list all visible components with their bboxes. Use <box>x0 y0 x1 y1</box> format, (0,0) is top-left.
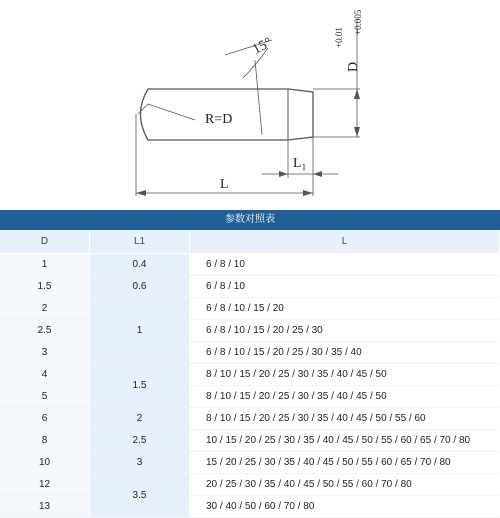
cell-l: 8 / 10 / 15 / 20 / 25 / 30 / 35 / 40 / 45 / 50 / 55 / 60 <box>190 408 500 430</box>
cell-d: 3 <box>0 342 90 364</box>
cell-l1: 2.5 <box>90 430 190 452</box>
diameter-arrow-top <box>354 89 360 99</box>
l1-arrow-left <box>279 171 288 177</box>
cell-l1-merged: 1 <box>90 298 190 364</box>
cell-l: 6 / 8 / 10 / 15 / 20 <box>190 298 500 320</box>
cell-d: 2.5 <box>0 320 90 342</box>
cell-l: 6 / 8 / 10 <box>190 254 500 276</box>
length-label: L <box>220 177 229 192</box>
diameter-label: D <box>346 61 361 72</box>
diameter-arrow-bottom <box>354 127 360 137</box>
cell-l1-merged: 3.5 <box>90 474 190 518</box>
angle-label: 15° <box>250 35 275 58</box>
table-row <box>0 254 500 276</box>
cell-d: 13 <box>0 496 90 518</box>
length-arrow-right <box>303 190 313 196</box>
spec-table <box>0 230 500 518</box>
cell-l: 8 / 10 / 15 / 20 / 25 / 30 / 35 / 40 / 45 / 50 <box>190 386 500 408</box>
cell-d: 10 <box>0 452 90 474</box>
cell-l: 15 / 20 / 25 / 30 / 35 / 40 / 45 / 50 / 55 / 60 / 65 / 70 / 80 <box>190 452 500 474</box>
radius-leader-line <box>148 104 195 120</box>
table-row <box>0 386 500 408</box>
cell-d: 6 <box>0 408 90 430</box>
radius-leader <box>138 104 148 114</box>
cell-d: 12 <box>0 474 90 496</box>
cell-l1: 0.6 <box>90 276 190 298</box>
cell-d: 8 <box>0 430 90 452</box>
table-row <box>0 474 500 496</box>
cell-l: 10 / 15 / 20 / 25 / 30 / 35 / 40 / 45 / 50 / 55 / 60 / 65 / 70 / 80 <box>190 430 500 452</box>
header-l1: L1 <box>90 230 190 254</box>
cell-l1: 2 <box>90 408 190 430</box>
table-row <box>0 496 500 518</box>
table-row <box>0 408 500 430</box>
cell-l: 6 / 8 / 10 / 15 / 20 / 25 / 30 / 35 / 40 <box>190 342 500 364</box>
cell-l1: 3 <box>90 452 190 474</box>
header-l: L <box>190 230 500 254</box>
cell-d: 5 <box>0 386 90 408</box>
l1-label: $L_1$ <box>293 156 307 172</box>
cell-d: 2 <box>0 298 90 320</box>
table-title: 参数对照表 <box>0 210 500 230</box>
radius-label: R=D <box>205 112 233 127</box>
table-row <box>0 364 500 386</box>
table-row <box>0 320 500 342</box>
tolerance-upper: +0.01 <box>334 27 344 48</box>
angle-extension-line <box>255 60 262 135</box>
table-row <box>0 298 500 320</box>
cell-l: 30 / 40 / 50 / 60 / 70 / 80 <box>190 496 500 518</box>
cell-l: 6 / 8 / 10 / 15 / 20 / 25 / 30 <box>190 320 500 342</box>
header-d: D <box>0 230 90 254</box>
cell-d: 1.5 <box>0 276 90 298</box>
cell-l1: 0.4 <box>90 254 190 276</box>
cell-l: 8 / 10 / 15 / 20 / 25 / 30 / 35 / 40 / 45 / 50 <box>190 364 500 386</box>
table-row <box>0 430 500 452</box>
tolerance-lower: +0.005 <box>353 9 363 35</box>
cell-l: 6 / 8 / 10 <box>190 276 500 298</box>
table-row <box>0 452 500 474</box>
cell-d: 1 <box>0 254 90 276</box>
l1-arrow-right <box>313 171 322 177</box>
cell-d: 4 <box>0 364 90 386</box>
table-row <box>0 276 500 298</box>
table-row <box>0 342 500 364</box>
cell-l: 20 / 25 / 30 / 35 / 40 / 45 / 50 / 55 / 60 / 70 / 80 <box>190 474 500 496</box>
cell-l1-merged: 1.5 <box>90 364 190 408</box>
table-header-row <box>0 230 500 254</box>
length-arrow-left <box>136 190 146 196</box>
dowel-pin-technical-drawing <box>0 0 500 210</box>
